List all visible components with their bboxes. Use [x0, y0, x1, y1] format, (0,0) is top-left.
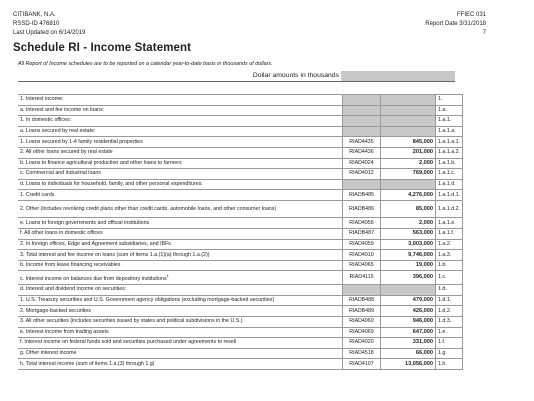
- row-code: RIAD4069: [343, 327, 381, 338]
- row-code: RIAD4435: [343, 137, 381, 148]
- table-row: [18, 348, 463, 359]
- row-amount: 4,276,000: [381, 190, 436, 201]
- table-row: [18, 338, 463, 349]
- row-index: 1.f.: [436, 338, 463, 349]
- row-label: a. Interest and fee income on loans:: [18, 105, 343, 116]
- row-code: RIADB487: [343, 229, 381, 240]
- reporting-note: All Report of Income schedules are to be reported on a calendar year-to-date basis in thousands of dollars.: [18, 61, 273, 67]
- table-row: [18, 295, 463, 306]
- row-label: 3. Total interest and fee income on loans (sum of items 1.a.(1)(a) through 1.a.(2)): [18, 250, 343, 261]
- row-index: 1.a.1.f.: [436, 229, 463, 240]
- row-index: 1.g.: [436, 348, 463, 359]
- bottom-fade: [0, 392, 534, 401]
- table-row: [18, 137, 463, 148]
- row-label: e. Loans to foreign governments and official institutions: [18, 218, 343, 229]
- row-code: [343, 179, 381, 190]
- income-schedule-table: [18, 94, 463, 370]
- row-amount: 396,000: [381, 271, 436, 285]
- row-code: RIAD4024: [343, 158, 381, 169]
- row-code: RIADB485: [343, 190, 381, 201]
- table-row: [18, 306, 463, 317]
- row-index: 1.a.1.e.: [436, 218, 463, 229]
- table-row: [18, 271, 463, 285]
- row-index: 1.a.1.a.1.: [436, 137, 463, 148]
- row-index: 1.d.2.: [436, 306, 463, 317]
- row-label: f. Interest income on federal funds sold and securities purchased under agreements to resell: [18, 338, 343, 349]
- row-label: e. Interest income from trading assets: [18, 327, 343, 338]
- row-index: 1.a.1.b.: [436, 158, 463, 169]
- row-label: c. Commercial and industrial loans: [18, 169, 343, 180]
- table-row: [18, 285, 463, 296]
- last-updated: Last Updated on 6/14/2019: [13, 30, 86, 36]
- row-amount: 66,000: [381, 348, 436, 359]
- row-amount: 3,003,000: [381, 239, 436, 250]
- row-index: 1.e.: [436, 327, 463, 338]
- row-code: RIAD4115: [343, 271, 381, 285]
- row-label: 1. U.S. Treasury securities and U.S. Government agency obligations (excluding mortgage-backed securities): [18, 295, 343, 306]
- row-index: 1.a.1.d.2.: [436, 200, 463, 218]
- table-row: [18, 239, 463, 250]
- row-label: 1. Loans secured by 1-4 family residential properties: [18, 137, 343, 148]
- row-code: RIAD4436: [343, 147, 381, 158]
- row-amount: 946,000: [381, 316, 436, 327]
- row-code: RIAD4065: [343, 260, 381, 271]
- row-code: RIAD4107: [343, 359, 381, 370]
- table-row: [18, 116, 463, 127]
- row-code: RIAD4060: [343, 316, 381, 327]
- row-amount: [381, 95, 436, 106]
- row-index: 1.a.2.: [436, 239, 463, 250]
- page-title: Schedule RI - Income Statement: [13, 42, 192, 54]
- row-amount: 479,000: [381, 295, 436, 306]
- row-amount: [381, 285, 436, 296]
- row-label: b. Income from lease financing receivables: [18, 260, 343, 271]
- row-amount: 563,000: [381, 229, 436, 240]
- row-index: 1.a.: [436, 105, 463, 116]
- row-amount: [381, 116, 436, 127]
- row-index: 1.a.3.: [436, 250, 463, 261]
- row-code: RIAD4059: [343, 239, 381, 250]
- table-row: [18, 229, 463, 240]
- bank-name: CITIBANK, N.A.: [13, 12, 56, 18]
- column-header-shade: [341, 71, 455, 82]
- table-row: [18, 190, 463, 201]
- row-index: 1.d.3.: [436, 316, 463, 327]
- row-amount: 769,000: [381, 169, 436, 180]
- table-row: [18, 158, 463, 169]
- row-index: 1.: [436, 95, 463, 106]
- row-amount: 845,000: [381, 137, 436, 148]
- table-row: [18, 316, 463, 327]
- row-label: 2. All other loans secured by real estate: [18, 147, 343, 158]
- row-amount: 426,000: [381, 306, 436, 317]
- row-amount: 331,000: [381, 338, 436, 349]
- row-label: h. Total interest income (sum of items 1.a.(3) through 1.g): [18, 359, 343, 370]
- row-index: 1.b.: [436, 260, 463, 271]
- row-amount: 2,000: [381, 158, 436, 169]
- table-row: [18, 169, 463, 180]
- table-row: [18, 200, 463, 218]
- row-code: [343, 116, 381, 127]
- row-label: b. Loans to finance agricultural production and other loans to farmers: [18, 158, 343, 169]
- row-index: 1.a.1.c.: [436, 169, 463, 180]
- row-label: d. Interest and dividend income on securities:: [18, 285, 343, 296]
- row-code: [343, 285, 381, 296]
- unit-header: [18, 71, 341, 82]
- row-index: 1.a.1.: [436, 116, 463, 127]
- table-row: [18, 250, 463, 261]
- row-label: 2. In foreign offices, Edge and Agreement subsidiaries, and IBFs: [18, 239, 343, 250]
- table-row: [18, 179, 463, 190]
- row-label: 1. Interest income:: [18, 95, 343, 106]
- row-amount: 647,000: [381, 327, 436, 338]
- table-row: [18, 327, 463, 338]
- row-amount: 9,746,000: [381, 250, 436, 261]
- table-row: [18, 260, 463, 271]
- table-row: [18, 95, 463, 106]
- row-amount: 13,056,000: [381, 359, 436, 370]
- row-index: 1.c.: [436, 271, 463, 285]
- row-label: [18, 200, 343, 218]
- row-code: [343, 105, 381, 116]
- row-index: 1.a.1.d.1.: [436, 190, 463, 201]
- row-code: RIAD4518: [343, 348, 381, 359]
- table-row: [18, 126, 463, 137]
- row-amount: 85,000: [381, 200, 436, 218]
- row-code: RIAD4010: [343, 250, 381, 261]
- row-code: RIADB486: [343, 200, 381, 218]
- table-row: [18, 105, 463, 116]
- row-label-text: c. Interest income on balances due from depository institutions: [20, 276, 167, 283]
- footnote-marker: 1: [166, 273, 169, 279]
- unit-label: Dollar amounts in thousands: [252, 72, 339, 79]
- row-index: 1.a.1.a.: [436, 126, 463, 137]
- row-code: [343, 95, 381, 106]
- table-row: [18, 218, 463, 229]
- rssd-id: RSSD-ID 476810: [13, 21, 60, 27]
- row-label: 1. In domestic offices:: [18, 116, 343, 127]
- table-row: [18, 147, 463, 158]
- row-label-text: 2. Other (includes revolving credit plans other than credit cards, automobile loans, and other consumer loans): [20, 205, 277, 212]
- row-label: [18, 271, 343, 285]
- row-code: [343, 126, 381, 137]
- row-label: g. Other interest income: [18, 348, 343, 359]
- form-number: FFIEC 031: [456, 12, 486, 18]
- row-amount: [381, 179, 436, 190]
- row-index: 1.d.: [436, 285, 463, 296]
- row-label: a. Loans secured by real estate:: [18, 126, 343, 137]
- row-code: RIADB489: [343, 306, 381, 317]
- row-index: 1.d.1.: [436, 295, 463, 306]
- row-index: 1.a.1.a.2.: [436, 147, 463, 158]
- row-label: 2. Mortgage-backed securities: [18, 306, 343, 317]
- row-code: RIAD4020: [343, 338, 381, 349]
- report-date: Report Date 3/31/2018: [425, 21, 486, 27]
- row-code: RIADB488: [343, 295, 381, 306]
- row-amount: [381, 126, 436, 137]
- row-label: f. All other loans in domestic offices: [18, 229, 343, 240]
- row-amount: 2,000: [381, 218, 436, 229]
- row-amount: [381, 105, 436, 116]
- row-amount: 201,000: [381, 147, 436, 158]
- row-label: 3. All other securities (includes securities issued by states and political subdivisions in the U.S.): [18, 316, 343, 327]
- page-number: 7: [482, 30, 486, 36]
- row-label: d. Loans to individuals for household, family, and other personal expenditures:: [18, 179, 343, 190]
- row-index: 1.a.1.d.: [436, 179, 463, 190]
- row-label: 1. Credit cards: [18, 190, 343, 201]
- row-code: RIAD4012: [343, 169, 381, 180]
- row-amount: 19,000: [381, 260, 436, 271]
- row-code: RIAD4056: [343, 218, 381, 229]
- row-index: 1.h.: [436, 359, 463, 370]
- table-row: [18, 359, 463, 370]
